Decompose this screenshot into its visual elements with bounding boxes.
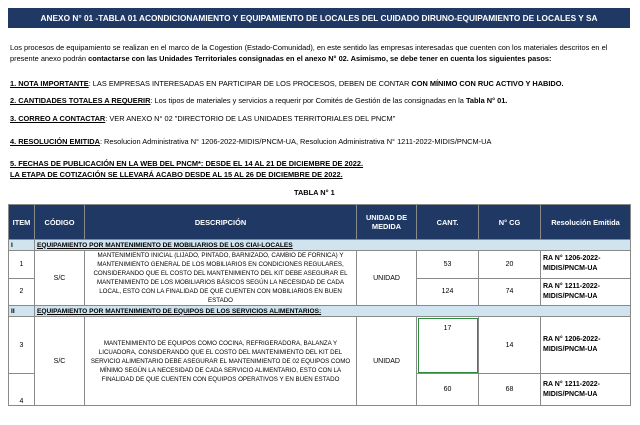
note-3	[10, 114, 395, 124]
cell-ncg[interactable]: 74	[479, 278, 541, 306]
note-2	[10, 96, 507, 106]
document-title: ANEXO N° 01 -TABLA 01 ACONDICIONAMIENTO Y EQUIPAMIENTO DE LOCALES DEL CUIDADO DIRUNO-EQUIPAMIENTO DE LOCALES Y SA	[8, 8, 630, 28]
cell-descripcion[interactable]: MANTENIMIENTO DE EQUIPOS COMO COCINA, REFRIGERADORA, BALANZA Y LICUADORA, CONSIDERANDO QUE EL COSTO DEL MANTENIMIENTO DEL KIT DEL SERVICIO ALIMENTARIO DEBE ASEGURAR EL MANTENIMIENTO DE 02 EQUIPOS COMO MÍNIMO SEGÚN LA NECESIDAD DE CADA SERVICIO ALIMENTARIO, ESTO CON LA FINALIDAD DE QUE CUENTEN CON EQUIPOS OPERATIVOS Y EN BUEN ESTADO	[85, 317, 357, 406]
header-unidad: UNIDAD DE MEDIDA	[357, 205, 417, 240]
cell-resolucion[interactable]: RA N° 1206-2022-MIDIS/PNCM-UA	[541, 251, 631, 279]
header-codigo: CÓDIGO	[35, 205, 85, 240]
note-4	[10, 137, 491, 147]
note-key: 4. RESOLUCIÓN EMITIDA	[10, 137, 100, 146]
note-key: 3. CORREO A CONTACTAR	[10, 114, 106, 123]
cell-unidad[interactable]: UNIDAD	[357, 251, 417, 306]
note-bold: Tabla N° 01.	[465, 96, 508, 105]
note-key: 2. CANTIDADES TOTALES A REQUERIR	[10, 96, 151, 105]
note-text: : Resolucion Administrativa N° 1206-2022-MIDIS/PNCM-UA, Resolucion Administrativa N° 1211-2022-MIDIS/PNCM-UA	[99, 137, 492, 146]
table-header-row	[9, 205, 631, 240]
table-caption: TABLA N° 1	[294, 188, 335, 197]
note-bold: CON MÍNIMO CON RUC ACTIVO Y HABIDO.	[411, 79, 564, 88]
intro-bold-text: contactarse con las Unidades Territoriales consignadas en el anexo N° 02. Asimismo, se debe tener en cuenta los siguientes pasos:	[88, 54, 552, 63]
note-1	[10, 79, 564, 89]
cell-ncg[interactable]: 14	[479, 317, 541, 374]
intro-paragraph	[10, 42, 630, 64]
equipment-table	[8, 204, 631, 406]
cell-item[interactable]: 4	[9, 374, 35, 406]
header-ncg: N° CG	[479, 205, 541, 240]
section-label: EQUIPAMIENTO POR MANTENIMIENTO DE MOBILIARIOS DE LOS CIAI-LOCALES	[35, 240, 631, 251]
note-text: : Los tipos de materiales y servicios a requerir por Comités de Gestión de las consignadas en la	[150, 96, 466, 105]
note-text: : LAS EMPRESAS INTERESADAS EN PARTICIPAR DE LOS PROCESOS, DEBEN DE CONTAR	[88, 79, 412, 88]
section-row	[9, 306, 631, 317]
cell-resolucion[interactable]: RA N° 1206-2022-MIDIS/PNCM-UA	[541, 317, 631, 374]
cell-item[interactable]: 1	[9, 251, 35, 279]
header-descripcion: DESCRIPCIÓN	[85, 205, 357, 240]
header-item: ITEM	[9, 205, 35, 240]
quotation-dates: LA ETAPA DE COTIZACIÓN SE LLEVARÁ ACABO DESDE AL 15 AL 26 DE DICIEMBRE DE 2022.	[10, 170, 343, 179]
cell-cant[interactable]: 60	[417, 374, 479, 406]
section-number: I	[9, 240, 35, 251]
intro-text: Los procesos de equipamiento se realizan en el marco de la Cogestion (Estado-Comunidad), en este sentido las empresas interesadas que cuenten con los materiales descritos en el presente anexo podrán	[10, 43, 608, 63]
cell-ncg[interactable]: 68	[479, 374, 541, 406]
header-cant: CANT.	[417, 205, 479, 240]
cell-item[interactable]: 3	[9, 317, 35, 374]
cell-item[interactable]: 2	[9, 278, 35, 306]
table-row	[9, 251, 631, 279]
cell-cant[interactable]: 53	[417, 251, 479, 279]
section-number: II	[9, 306, 35, 317]
table-row	[9, 317, 631, 374]
note-key: 1. NOTA IMPORTANTE	[10, 79, 89, 88]
cell-ncg[interactable]: 20	[479, 251, 541, 279]
cell-codigo[interactable]: S/C	[35, 317, 85, 406]
note-text: : VER ANEXO N° 02 "DIRECTORIO DE LAS UNIDADES TERRITORIALES DEL PNCM"	[105, 114, 396, 123]
cell-codigo[interactable]: S/C	[35, 251, 85, 306]
cell-resolucion[interactable]: RA N° 1211-2022-MIDIS/PNCM-UA	[541, 278, 631, 306]
cell-cant[interactable]: 124	[417, 278, 479, 306]
cell-descripcion[interactable]: MANTENIMIENTO INICIAL (LIJADO, PINTADO, BARNIZADO, CAMBIO DE FORNICA) Y MANTENIMIENTO GENERAL DE LOS MOBILIARIOS EN CONDICIONES REGULARES, CONSIDERANDO QUE EL COSTO DEL MANTENIMIENTO DEL KIT DEBE ASEGURAR EL MANTENIMIENTO DE LOS MOBILIARIOS BÁSICOS SEGÚN LA NECESIDAD DE CADA LOCAL, ESTO CON LA FINALIDAD DE QUE CUENTEN CON MOBILIARIOS EN BUEN ESTADO	[85, 251, 357, 306]
cell-cant-selected[interactable]: 17	[417, 317, 479, 374]
section-label: EQUIPAMIENTO POR MANTENIMIENTO DE EQUIPOS DE LOS SERVICIOS ALIMENTARIOS:	[35, 306, 631, 317]
cell-unidad[interactable]: UNIDAD	[357, 317, 417, 406]
section-row	[9, 240, 631, 251]
header-resolucion: Resolución Emitida	[541, 205, 631, 240]
cell-resolucion[interactable]: RA N° 1211-2022-MIDIS/PNCM-UA	[541, 374, 631, 406]
publication-dates: 5. FECHAS DE PUBLICACIÓN EN LA WEB DEL PNCM*: DESDE EL 14 AL 21 DE DICIEMBRE DE 2022.	[10, 159, 364, 168]
